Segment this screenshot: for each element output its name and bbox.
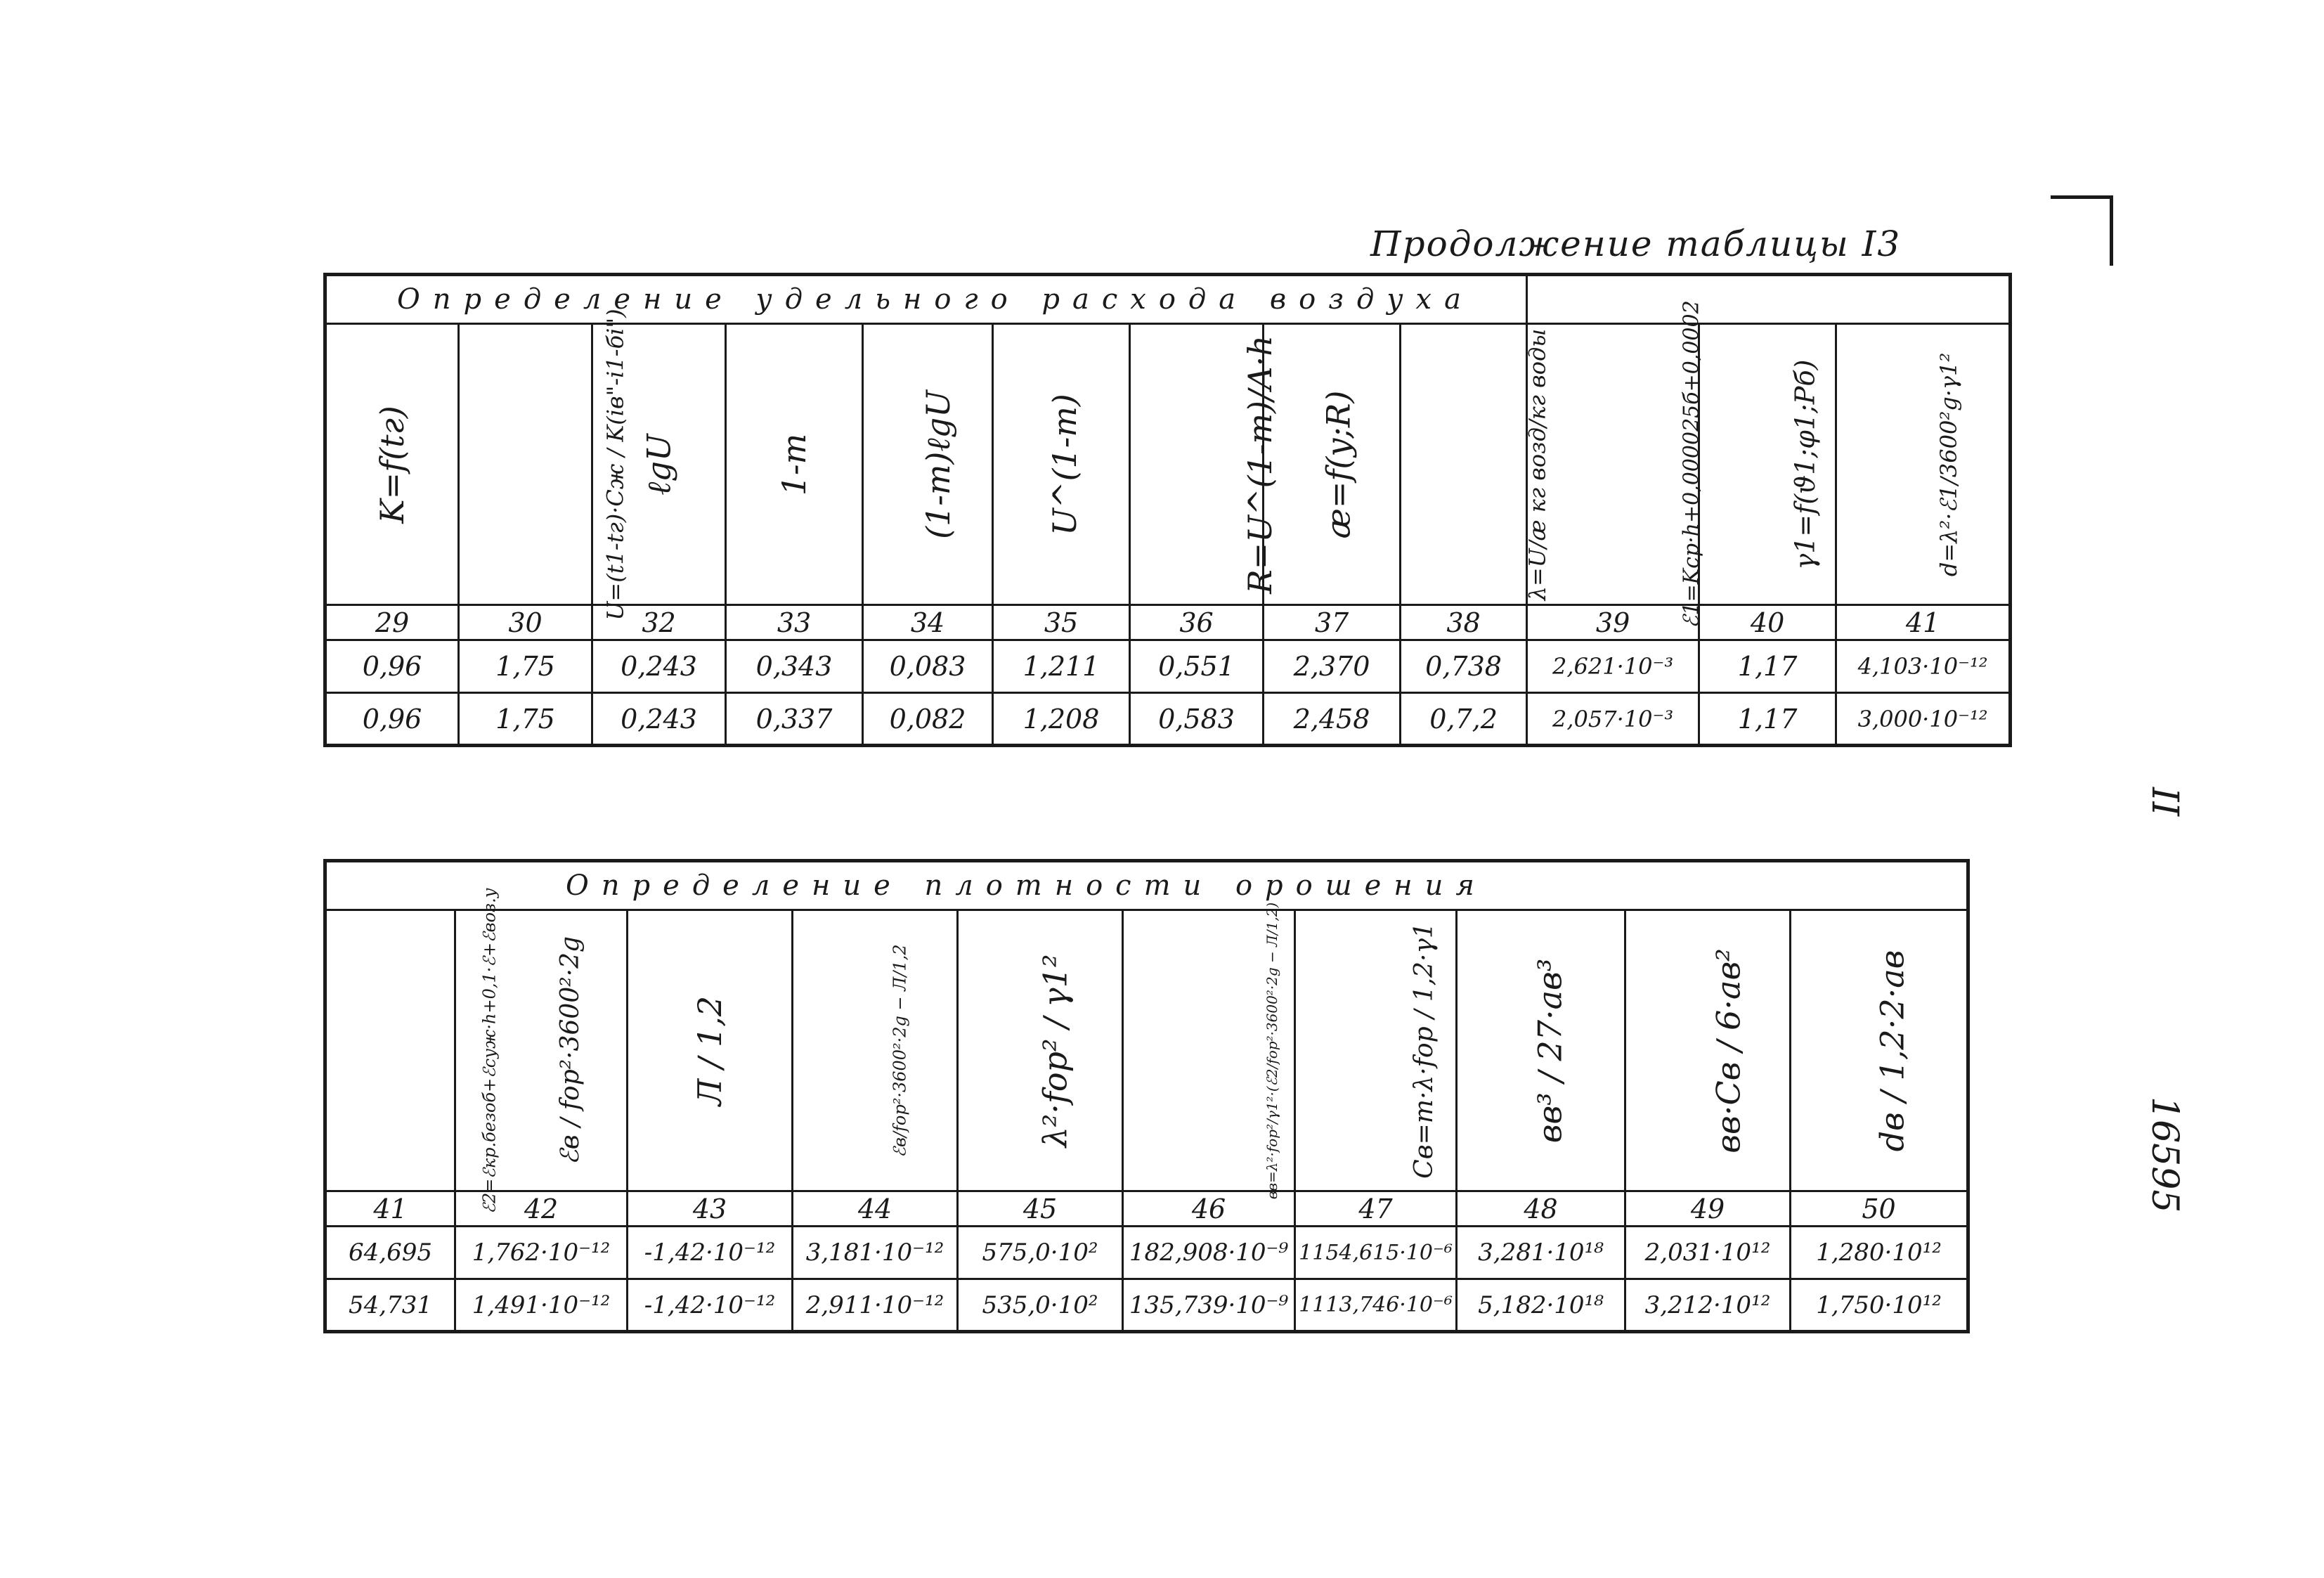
value-cell: 1,211 [993, 640, 1130, 693]
column-number: 29 [325, 605, 459, 640]
formula-cell [958, 910, 1123, 1191]
empty-header-cell [1527, 275, 2011, 324]
column-number: 34 [863, 605, 993, 640]
table-row [325, 1227, 1968, 1279]
formula: Л / 1,2 [690, 995, 729, 1106]
table-row [325, 640, 2011, 693]
formula-cell [1295, 910, 1457, 1191]
formula: d=λ²·ℰ1/3600²g·γ1² [1935, 352, 1963, 576]
column-number: 40 [1699, 605, 1836, 640]
value-cell: 135,739·10⁻⁹ [1123, 1279, 1295, 1332]
formula-cell [1699, 324, 1836, 605]
formula-cell [1791, 910, 1968, 1191]
value-cell: 0,337 [726, 693, 863, 746]
value-cell: 1,17 [1699, 640, 1836, 693]
formula: λ=U/æ кг возд/кг воды [1524, 328, 1551, 600]
column-number: 42 [455, 1191, 628, 1227]
formula-cell [793, 910, 958, 1191]
value-cell: 2,458 [1264, 693, 1401, 746]
column-number: 41 [1836, 605, 2011, 640]
formula: ℰв/fор²·3600²·2g − Л/1,2 [890, 943, 910, 1158]
column-number: 35 [993, 605, 1130, 640]
value-cell: -1,42·10⁻¹² [628, 1227, 793, 1279]
formula: вв=λ²·fор²/γ1²·(ℰ2/fор²·3600²·2g − Л/1,2) [1264, 902, 1281, 1199]
column-number: 30 [459, 605, 592, 640]
value-cell: 1113,746·10⁻⁶ [1295, 1279, 1457, 1332]
formula: λ²·fор² / γ1² [1036, 954, 1075, 1147]
page-title: Продолжение таблицы I3 [1370, 224, 1902, 264]
value-cell: 1,491·10⁻¹² [455, 1279, 628, 1332]
column-number: 49 [1625, 1191, 1791, 1227]
value-cell: 3,212·10¹² [1625, 1279, 1791, 1332]
column-number: 48 [1457, 1191, 1625, 1227]
formula: ℰв / fор²·3600²·2g [556, 936, 585, 1165]
value-cell: 0,738 [1401, 640, 1527, 693]
formula-cell [1401, 324, 1551, 605]
value-cell: 2,370 [1264, 640, 1401, 693]
formula: æ=f(y;R) [1319, 390, 1358, 538]
column-number: 36 [1130, 605, 1264, 640]
value-cell: 3,281·10¹⁸ [1457, 1227, 1625, 1279]
formula-cell [459, 308, 629, 621]
corner-mark [2051, 195, 2113, 266]
formula-cell [1836, 324, 2011, 605]
formula: вв³ / 27·ав³ [1531, 958, 1569, 1143]
formula: вв·Cв / 6·ав² [1709, 948, 1748, 1153]
value-cell: 0,7,2 [1401, 693, 1527, 746]
value-cell: 0,243 [592, 693, 726, 746]
formula: U=(t1-tг)·Cж / K(iв"-i1-бi") [602, 308, 629, 621]
value-cell: 182,908·10⁻⁹ [1123, 1227, 1295, 1279]
column-number: 32 [592, 605, 726, 640]
value-cell: 1,75 [459, 640, 592, 693]
column-number: 33 [726, 605, 863, 640]
column-number: 44 [793, 1191, 958, 1227]
formula-cell [863, 324, 993, 605]
value-cell: 1154,615·10⁻⁶ [1295, 1227, 1457, 1279]
column-number: 46 [1123, 1191, 1295, 1227]
table-row [325, 693, 2011, 746]
value-cell: 54,731 [325, 1279, 455, 1332]
value-cell: 4,103·10⁻¹² [1836, 640, 2011, 693]
formula-cell [1457, 910, 1625, 1191]
value-cell: 1,280·10¹² [1791, 1227, 1968, 1279]
value-cell: 5,182·10¹⁸ [1457, 1279, 1625, 1332]
value-cell: 535,0·10² [958, 1279, 1123, 1332]
formula-cell [993, 324, 1130, 605]
value-cell: 0,083 [863, 640, 993, 693]
formula-cell [1130, 324, 1279, 605]
value-cell: 1,208 [993, 693, 1130, 746]
formula-cell [628, 910, 793, 1191]
value-cell: 1,762·10⁻¹² [455, 1227, 628, 1279]
value-cell: 2,031·10¹² [1625, 1227, 1791, 1279]
formula: ℰ2=ℰкр.безоб+ℰсуж·h+0,1·ℰ+ℰвоз.у [479, 887, 500, 1214]
formula: 1-m [775, 433, 813, 496]
formula: U^(1-m) [1045, 393, 1084, 536]
formula-cell [592, 324, 726, 605]
value-cell: 3,181·10⁻¹² [793, 1227, 958, 1279]
formula-cell [726, 324, 863, 605]
value-cell: 0,96 [325, 640, 459, 693]
table-row [325, 1279, 1968, 1332]
value-cell: 1,750·10¹² [1791, 1279, 1968, 1332]
column-number: 43 [628, 1191, 793, 1227]
value-cell: 575,0·10² [958, 1227, 1123, 1279]
formula-cell [1123, 902, 1295, 1199]
formula: Cв=m·λ·fор / 1,2·γ1 [1409, 922, 1439, 1179]
air-flow-table [323, 273, 2012, 747]
value-cell: 64,695 [325, 1227, 455, 1279]
value-cell: 0,243 [592, 640, 726, 693]
value-cell: 0,96 [325, 693, 459, 746]
formula: R=U^(1-m)/A·h [1240, 335, 1279, 594]
value-cell: 0,082 [863, 693, 993, 746]
value-cell: 2,057·10⁻³ [1527, 693, 1699, 746]
value-cell: 2,621·10⁻³ [1527, 640, 1699, 693]
column-number: 47 [1295, 1191, 1457, 1227]
formula: ℰ1=Kср·h+0,000025б+0,0002 [1679, 300, 1704, 628]
formula: dв / 1,2·2·ав [1873, 950, 1911, 1151]
page-number: II [2143, 787, 2186, 817]
value-cell: 0,343 [726, 640, 863, 693]
formula: K=f(tг) [373, 405, 411, 524]
value-cell: 0,583 [1130, 693, 1264, 746]
value-cell: 2,911·10⁻¹² [793, 1279, 958, 1332]
formula-cell [1264, 324, 1401, 605]
value-cell: 0,551 [1130, 640, 1264, 693]
column-number: 39 [1527, 605, 1699, 640]
formula-cell [1625, 910, 1791, 1191]
value-cell: 1,17 [1699, 693, 1836, 746]
value-cell: -1,42·10⁻¹² [628, 1279, 793, 1332]
formula: ℓgU [640, 433, 678, 496]
section-title: Определение плотности орошения [325, 861, 1968, 910]
document-code: 16595 [2143, 1097, 2186, 1213]
formula: (1-m)ℓgU [918, 389, 957, 539]
column-number: 38 [1401, 605, 1527, 640]
formula: γ1=f(ϑ1;φ1;Pб) [1789, 359, 1821, 569]
value-cell: 3,000·10⁻¹² [1836, 693, 2011, 746]
value-cell: 1,75 [459, 693, 592, 746]
column-number: 37 [1264, 605, 1401, 640]
irrigation-density-table [323, 859, 1970, 1333]
column-number: 45 [958, 1191, 1123, 1227]
formula-cell [455, 910, 628, 1191]
formula-cell [325, 324, 459, 605]
section-title: Определение удельного расхода воздуха [325, 275, 1527, 324]
column-number: 50 [1791, 1191, 1968, 1227]
column-number: 41 [325, 1191, 455, 1227]
